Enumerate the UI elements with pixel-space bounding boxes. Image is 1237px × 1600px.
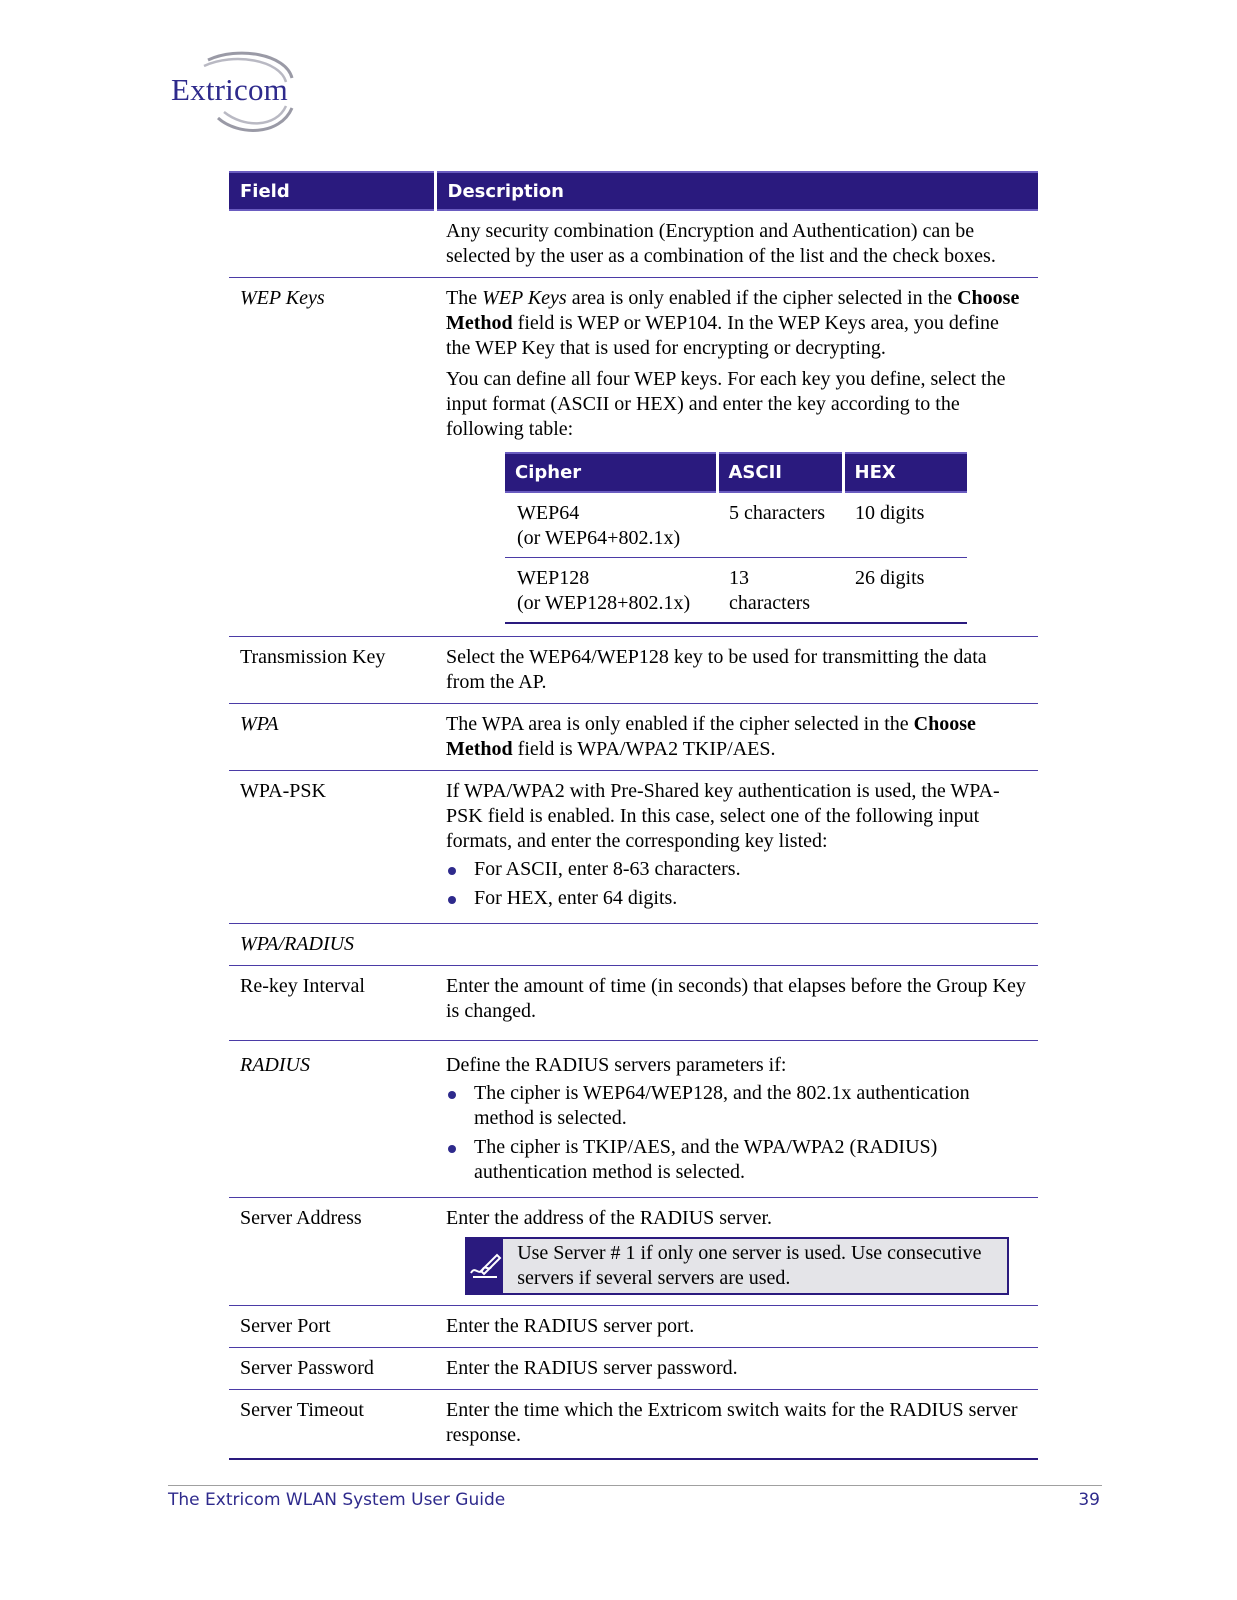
cipher-cell: WEP64 (or WEP64+802.1x) xyxy=(505,492,717,558)
bullet-list xyxy=(446,1081,1028,1185)
table-header-row xyxy=(229,172,1038,210)
logo-text: Extricom xyxy=(171,72,288,107)
table-row xyxy=(229,637,1038,704)
table-row xyxy=(229,1041,1038,1198)
table-row xyxy=(229,1198,1038,1306)
description-cell: Any security combination (Encryption and Authentication) can be selected by the user as a combination of the list and the check boxes. xyxy=(435,210,1038,278)
note-box xyxy=(465,1237,1009,1295)
wep-paragraph-2: You can define all four WEP keys. For each key you define, select the input format (ASCII or HEX) and enter the key according to the following table: xyxy=(446,368,1006,440)
description-cell xyxy=(435,278,1038,637)
note-text: Use Server # 1 if only one server is used. Use consecutive servers if several servers are used. xyxy=(517,1242,982,1289)
field-cell: WEP Keys xyxy=(229,278,435,637)
description-cell: Select the WEP64/WEP128 key to be used for transmitting the data from the AP. xyxy=(435,637,1038,704)
header-field: Field xyxy=(229,172,435,210)
table-row xyxy=(229,1306,1038,1348)
field-cell: Server Password xyxy=(229,1348,435,1390)
header-description: Description xyxy=(435,172,1038,210)
list-item: The cipher is WEP64/WEP128, and the 802.1x authentication method is selected. xyxy=(446,1081,1028,1131)
table-row xyxy=(229,1348,1038,1390)
list-item: The cipher is TKIP/AES, and the WPA/WPA2 (RADIUS) authentication method is selected. xyxy=(446,1135,1028,1185)
field-cell: Transmission Key xyxy=(229,637,435,704)
cipher-row xyxy=(505,492,967,558)
footer-title: The Extricom WLAN System User Guide xyxy=(168,1490,506,1510)
description-cell: Enter the time which the Extricom switch waits for the RADIUS server response. xyxy=(435,1390,1038,1460)
ascii-cell: 13 characters xyxy=(717,558,843,624)
field-cell xyxy=(229,210,435,278)
table-row xyxy=(229,924,1038,966)
description-cell: Enter the RADIUS server port. xyxy=(435,1306,1038,1348)
field-cell: Re-key Interval xyxy=(229,966,435,1041)
cipher-table xyxy=(505,452,967,624)
cipher-header-cipher: Cipher xyxy=(505,453,717,492)
description-cell: If WPA/WPA2 with Pre-Shared key authentication is used, the WPA-PSK field is enabled. In this case, select one of the following input formats, and enter the corresponding key listed: For ASCII, enter 8-63 characters. For HEX, enter 64 digits. xyxy=(435,771,1038,924)
table-row xyxy=(229,210,1038,278)
field-cell: Server Timeout xyxy=(229,1390,435,1460)
hex-cell: 10 digits xyxy=(843,492,967,558)
ascii-cell: 5 characters xyxy=(717,492,843,558)
description-cell: Define the RADIUS servers parameters if: The cipher is WEP64/WEP128, and the 802.1x authentication method is selected. The cipher is TKIP/AES, and the WPA/WPA2 (RADIUS) authentication method is selected. xyxy=(435,1041,1038,1198)
field-description-table xyxy=(229,171,1038,1460)
field-cell: WPA-PSK xyxy=(229,771,435,924)
table-row xyxy=(229,278,1038,637)
cipher-header-hex: HEX xyxy=(843,453,967,492)
bullet-list xyxy=(446,857,1028,911)
description-cell: Enter the amount of time (in seconds) that elapses before the Group Key is changed. xyxy=(435,966,1038,1041)
description-cell: Enter the RADIUS server password. xyxy=(435,1348,1038,1390)
cipher-header-row xyxy=(505,453,967,492)
field-cell: Server Address xyxy=(229,1198,435,1306)
list-item: For HEX, enter 64 digits. xyxy=(446,886,1028,911)
wep-paragraph-1: The WEP Keys area is only enabled if the cipher selected in the Choose Method field is WEP or WEP104. In the WEP Keys area, you define the WEP Key that is used for encrypting or decrypting. xyxy=(446,287,1020,359)
description-cell: The WPA area is only enabled if the cipher selected in the Choose Method field is WPA/WPA2 TKIP/AES. xyxy=(435,704,1038,771)
field-cell: WPA xyxy=(229,704,435,771)
hex-cell: 26 digits xyxy=(843,558,967,624)
cipher-cell: WEP128 (or WEP128+802.1x) xyxy=(505,558,717,624)
footer-divider xyxy=(168,1485,1102,1486)
cipher-row xyxy=(505,558,967,624)
description-cell xyxy=(435,924,1038,966)
cipher-header-ascii: ASCII xyxy=(717,453,843,492)
list-item: For ASCII, enter 8-63 characters. xyxy=(446,857,1028,882)
field-cell: Server Port xyxy=(229,1306,435,1348)
table-row xyxy=(229,966,1038,1041)
table-row xyxy=(229,704,1038,771)
field-cell: WPA/RADIUS xyxy=(229,924,435,966)
pencil-note-icon xyxy=(467,1239,503,1293)
extricom-logo xyxy=(168,48,308,140)
table-row xyxy=(229,771,1038,924)
field-cell: RADIUS xyxy=(229,1041,435,1198)
description-cell: Enter the address of the RADIUS server. Use Server # 1 if only one server is used. Use consecutive servers if several servers are used. xyxy=(435,1198,1038,1306)
table-row xyxy=(229,1390,1038,1460)
page-number: 39 xyxy=(1078,1490,1100,1510)
